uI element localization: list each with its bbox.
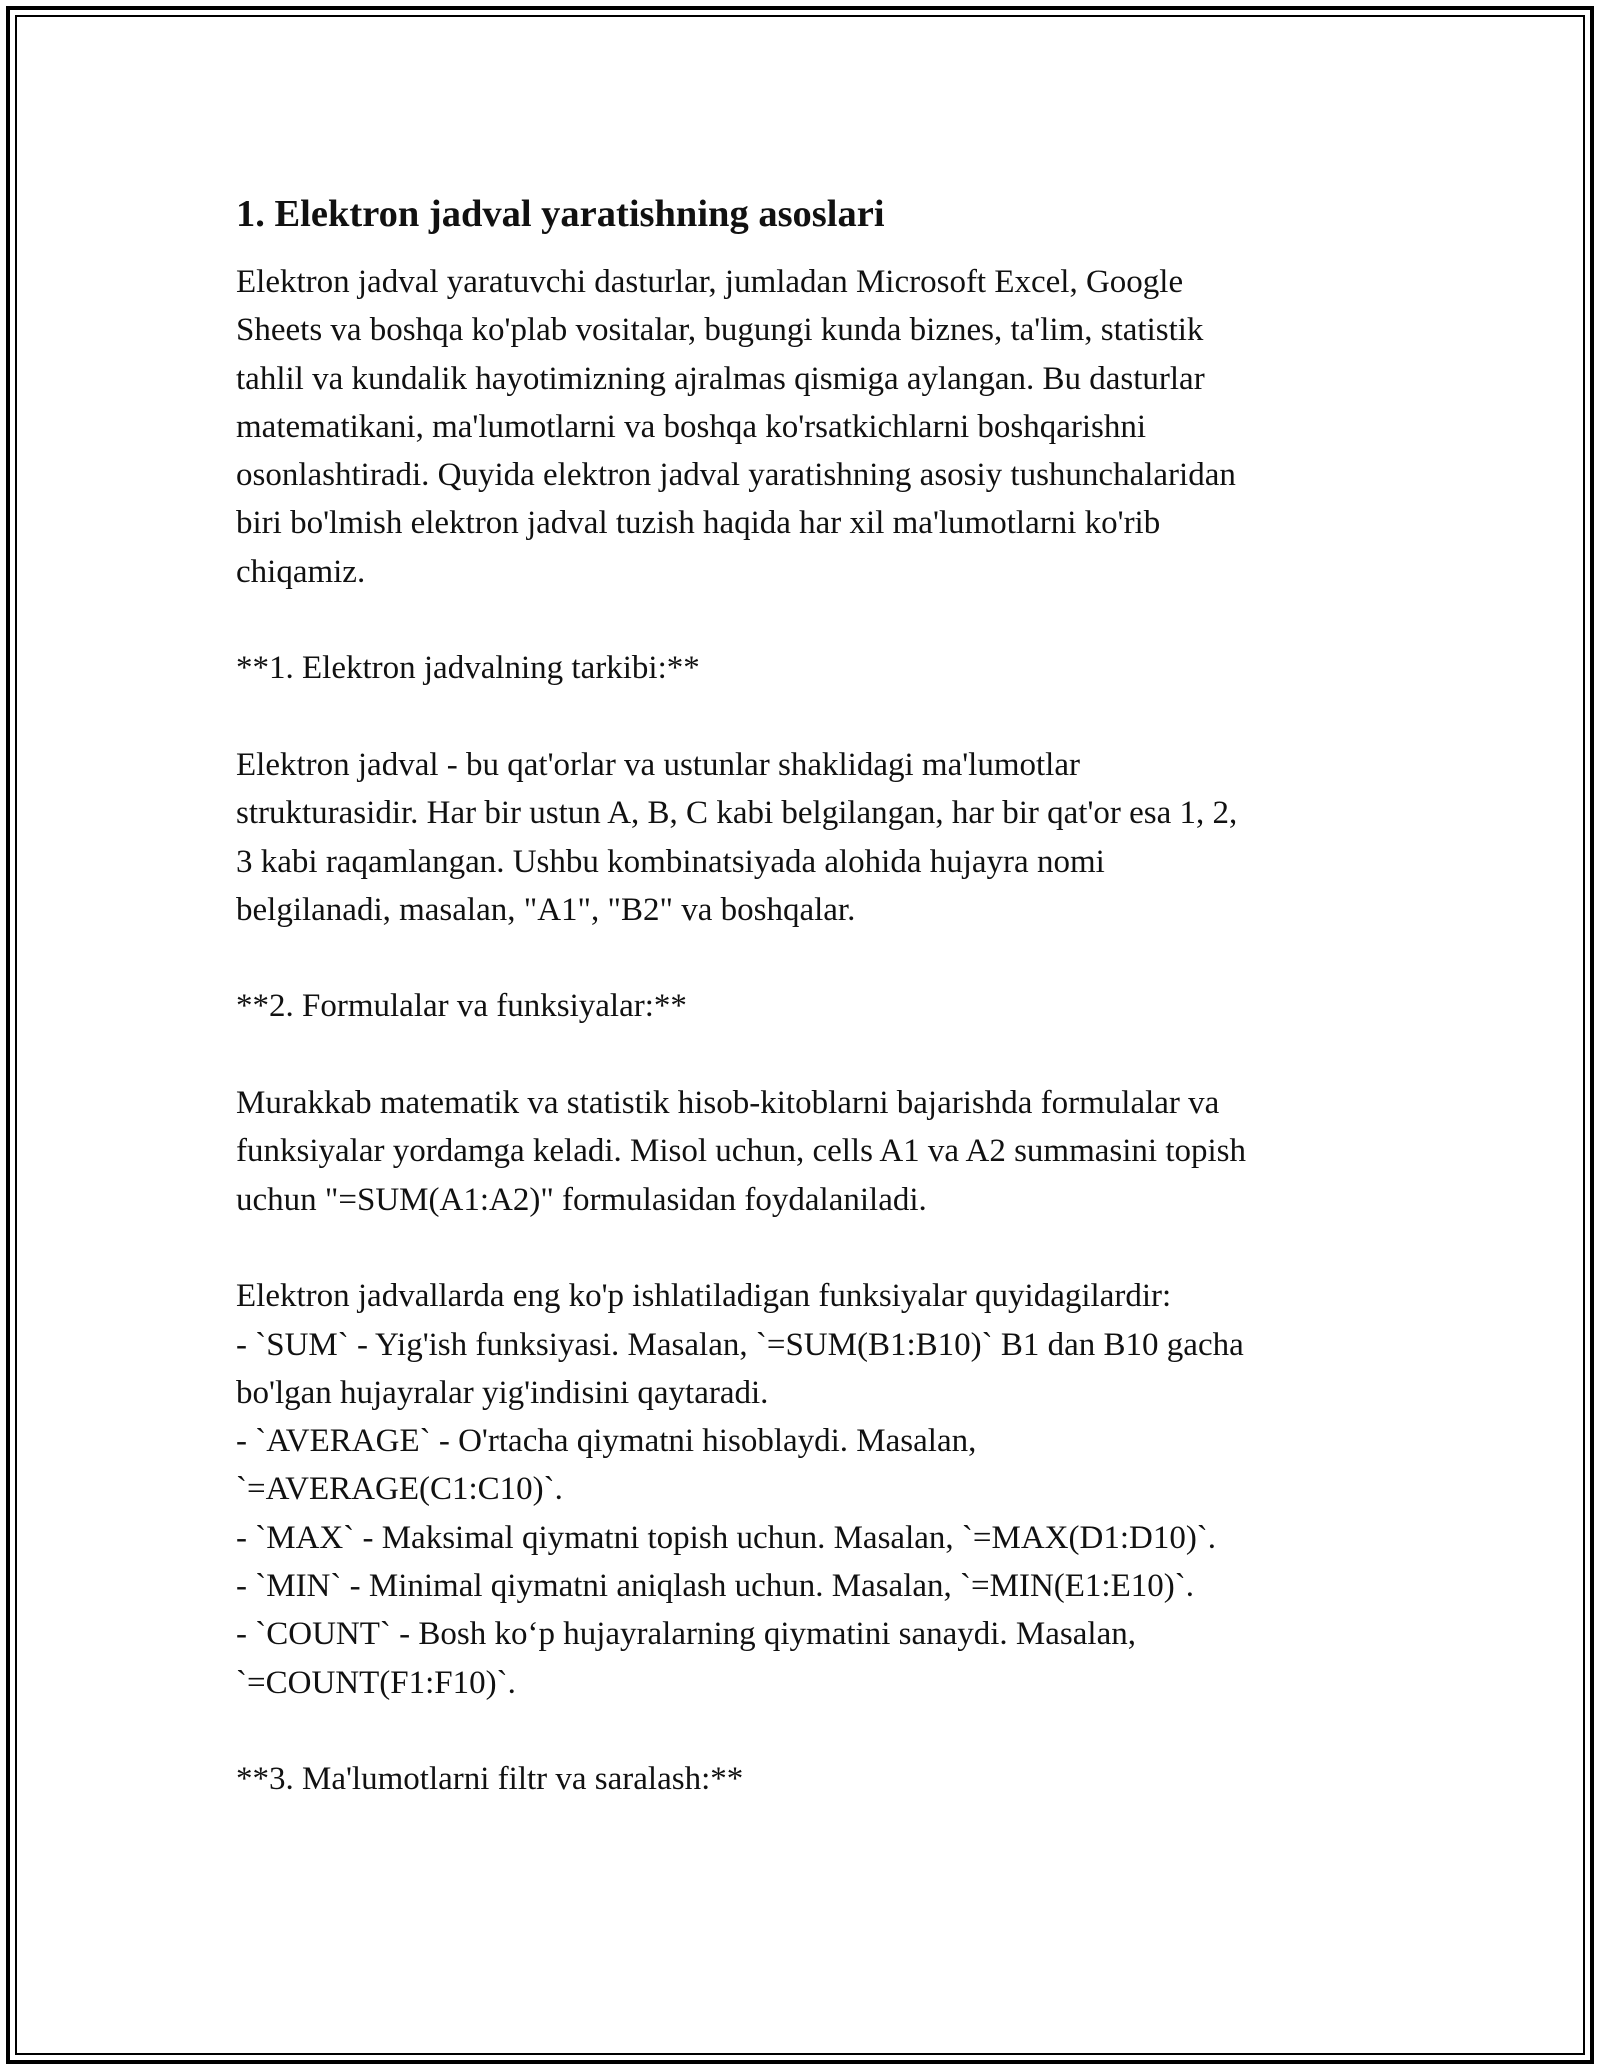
section-2-line: Murakkab matematik va statistik hisob-kitoblarni bajarishda formulalar va [236,1085,1220,1122]
intro-line: osonlashtiradi. Quyida elektron jadval yaratishning asosiy tushunchalaridan [236,457,1236,494]
paragraph-spacer [236,1224,1366,1272]
function-item-count: - `COUNT` - Bosh ko‘p hujayralarning qiymatini sanaydi. Masalan, [236,1616,1136,1653]
paragraph-spacer [236,1707,1366,1755]
page-title: 1. Elektron jadval yaratishning asoslari [236,193,885,235]
function-item-sum: - `SUM` - Yig'ish funksiyasi. Masalan, `=SUM(B1:B10)` B1 dan B10 gacha [236,1326,1244,1363]
paragraph-spacer [236,693,1366,741]
function-item-sum-cont: bo'lgan hujayralar yig'indisini qaytaradi. [236,1374,769,1411]
functions-intro: Elektron jadvallarda eng ko'p ishlatiladigan funksiyalar quyidagilardir: [236,1278,1172,1315]
intro-paragraph [236,258,1366,596]
section-2-heading: **2. Formulalar va funksiyalar:** [236,988,687,1025]
paragraph-spacer [236,1031,1366,1079]
paragraph-spacer [236,934,1366,982]
section-1-line: Elektron jadval - bu qat'orlar va ustunlar shaklidagi ma'lumotlar [236,746,1080,783]
section-3-heading: **3. Ma'lumotlarni filtr va saralash:** [236,1761,744,1798]
intro-line: Elektron jadval yaratuvchi dasturlar, jumladan Microsoft Excel, Google [236,264,1184,300]
function-item-average: - `AVERAGE` - O'rtacha qiymatni hisoblaydi. Masalan, [236,1423,977,1460]
function-item-min: - `MIN` - Minimal qiymatni aniqlash uchun. Masalan, `=MIN(E1:E10)`. [236,1568,1194,1605]
section-2-line: funksiyalar yordamga keladi. Misol uchun, cells A1 va A2 summasini topish [236,1133,1247,1170]
document-body [236,186,1366,1804]
intro-line: tahlil va kundalik hayotimizning ajralmas qismiga aylangan. Bu dasturlar [236,360,1205,397]
intro-line: biri bo'lmish elektron jadval tuzish haqida har xil ma'lumotlarni ko'rib [236,505,1161,542]
section-2-line: uchun "=SUM(A1:A2)" formulasidan foydalaniladi. [236,1181,927,1218]
paragraph-spacer [236,596,1366,644]
section-1-line: belgilanadi, masalan, "A1", "B2" va boshqalar. [236,891,856,928]
function-item-count-cont: `=COUNT(F1:F10)`. [236,1664,516,1701]
functions-list [236,1272,1366,1707]
section-1-line: strukturasidir. Har bir ustun A, B, C kabi belgilangan, har bir qat'or esa 1, 2, [236,795,1238,832]
section-2-paragraph [236,1079,1366,1224]
section-1-heading: **1. Elektron jadvalning tarkibi:** [236,650,700,687]
function-item-average-cont: `=AVERAGE(C1:C10)`. [236,1471,563,1508]
section-1-line: 3 kabi raqamlangan. Ushbu kombinatsiyada alohida hujayra nomi [236,843,1105,880]
section-1-paragraph [236,741,1366,934]
function-item-max: - `MAX` - Maksimal qiymatni topish uchun. Masalan, `=MAX(D1:D10)`. [236,1519,1217,1556]
intro-line: Sheets va boshqa ko'plab vositalar, bugungi kunda biznes, ta'lim, statistik [236,312,1204,349]
intro-line: chiqamiz. [236,553,366,590]
intro-line: matematikani, ma'lumotlarni va boshqa ko'rsatkichlarni boshqarishni [236,408,1147,445]
